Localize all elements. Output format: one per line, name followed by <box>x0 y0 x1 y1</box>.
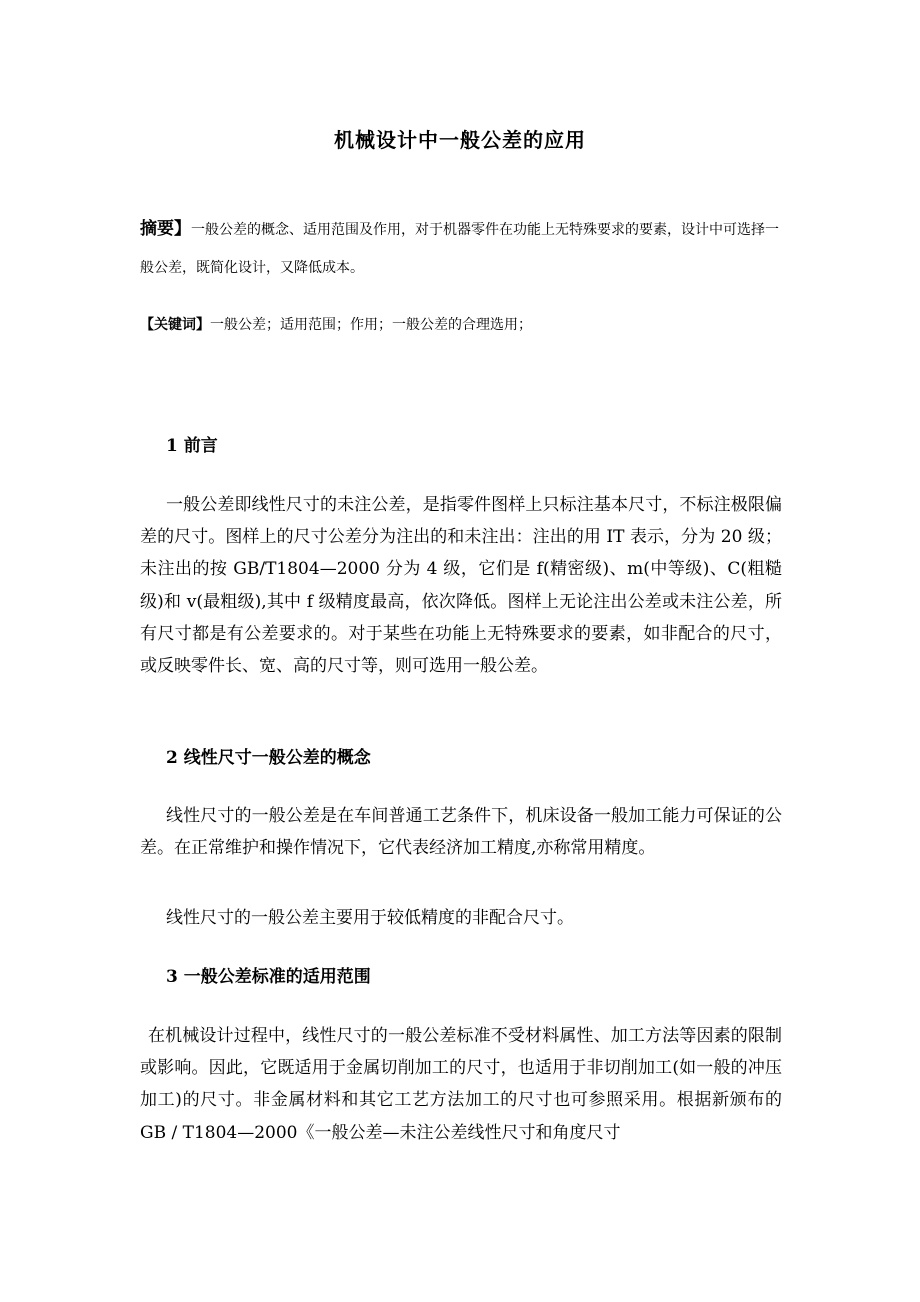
keywords <box>140 314 782 336</box>
section-heading-concept: 2 线性尺寸一般公差的概念 <box>166 748 371 768</box>
paragraph-concept-1: 线性尺寸的一般公差是在车间普通工艺条件下，机床设备一般加工能力可保证的公差。在正常维护和操作情况下，它代表经济加工精度,亦称常用精度。 <box>140 806 782 859</box>
section-heading-scope: 3 一般公差标准的适用范围 <box>166 967 371 987</box>
document-title: 机械设计中一般公差的应用 <box>334 128 586 152</box>
abstract-text: 一般公差的概念、适用范围及作用，对于机器零件在功能上无特殊要求的要素，设计中可选择一般公差，既简化设计，又降低成本。 <box>140 222 779 276</box>
abstract <box>140 210 782 287</box>
section-heading-intro: 1 前言 <box>166 436 218 456</box>
paragraph-scope: 在机械设计过程中，线性尺寸的一般公差标准不受材料属性、加工方法等因素的限制或影响。因此，它既适用于金属切削加工的尺寸，也适用于非切削加工(如一般的冲压加工)的尺寸。非金属材料和其它工艺方法加工的尺寸也可参照采用。根据新颁布的 GB / T1804—2000《一般公差—未注公差线性尺寸和角度尺寸 <box>140 1026 782 1143</box>
keywords-text: 一般公差；适用范围；作用；一般公差的合理选用； <box>210 317 532 333</box>
abstract-label: 摘要】 <box>140 219 191 239</box>
paragraph-intro: 一般公差即线性尺寸的未注公差，是指零件图样上只标注基本尺寸，不标注极限偏差的尺寸。图样上的尺寸公差分为注出的和未注出：注出的用 IT 表示，分为 20 级；未注出的按 GB/T1804—2000 分为 4 级，它们是 f(精密级)、m(中等级)、C(粗糙级)和 v(最粗级),其中 f 级精度最高，依次降低。图样上无论注出公差或未注公差，所有尺寸都是有公差要求的。对于某些在功能上无特殊要求的要素，如非配合的尺寸，或反映零件长、宽、高的尺寸等，则可选用一般公差。 <box>140 495 782 677</box>
keywords-label: 【关键词】 <box>140 317 210 333</box>
paragraph-concept-2: 线性尺寸的一般公差主要用于较低精度的非配合尺寸。 <box>166 908 574 928</box>
